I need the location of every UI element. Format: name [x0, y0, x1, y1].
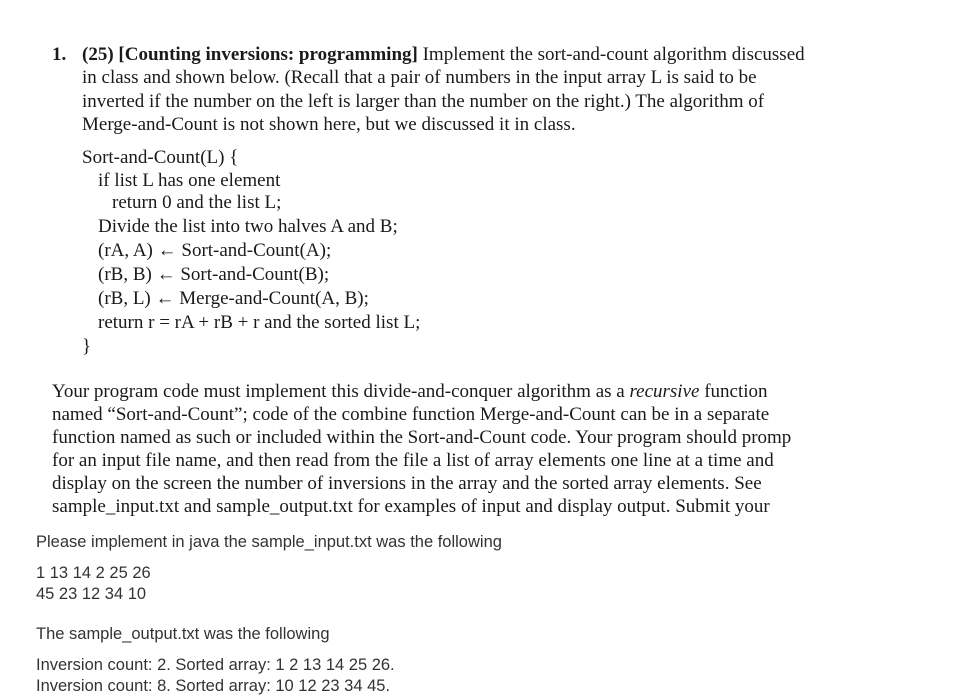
- problem-title-line: [82, 44, 805, 66]
- problem-points: (25): [82, 44, 114, 65]
- code-divide: Divide the list into two halves A and B;: [98, 216, 398, 237]
- sample-input-line: 1 13 14 2 25 26: [36, 564, 151, 582]
- paragraph-line: for an input file name, and then read from the file a list of array elements one line at a time and: [52, 450, 774, 471]
- code-call-a: (rA, A) ← Sort-and-Count(A);: [98, 240, 332, 261]
- problem-number: 1.: [52, 44, 67, 65]
- output-intro: The sample_output.txt was the following: [36, 625, 330, 643]
- code-header: Sort-and-Count(L) {: [82, 147, 239, 168]
- code-return-base: return 0 and the list L;: [112, 192, 282, 213]
- input-intro: Please implement in java the sample_input.txt was the following: [36, 533, 502, 551]
- intro-line: in class and shown below. (Recall that a pair of numbers in the input array L is said to be: [82, 67, 757, 88]
- problem-title: [Counting inversions: programming]: [118, 44, 418, 65]
- code-close-brace: }: [82, 336, 92, 357]
- code-call-b: (rB, B) ← Sort-and-Count(B);: [98, 264, 330, 285]
- paragraph-line: [52, 381, 768, 403]
- sample-output-line: Inversion count: 2. Sorted array: 1 2 13 14 25 26.: [36, 656, 395, 674]
- paragraph-text: Your program code must implement this divide-and-conquer algorithm as a: [52, 381, 630, 402]
- paragraph-text: function: [699, 381, 768, 402]
- intro-line: inverted if the number on the left is larger than the number on the right.) The algorithm of: [82, 91, 765, 112]
- sample-output-line: Inversion count: 8. Sorted array: 10 12 23 34 45.: [36, 677, 391, 695]
- sample-input-line: 45 23 12 34 10: [36, 585, 147, 603]
- paragraph-line: named “Sort-and-Count”; code of the combine function Merge-and-Count can be in a separate: [52, 404, 770, 425]
- paragraph-emphasis: recursive: [629, 381, 700, 402]
- intro-line: Merge-and-Count is not shown here, but we discussed it in class.: [82, 114, 576, 135]
- code-return-final: return r = rA + rB + r and the sorted list L;: [98, 312, 421, 333]
- paragraph-line: display on the screen the number of inversions in the array and the sorted array elements. See: [52, 473, 762, 494]
- intro-line: Implement the sort-and-count algorithm discussed: [417, 44, 805, 65]
- paragraph-line: sample_input.txt and sample_output.txt for examples of input and display output. Submit your: [52, 496, 770, 517]
- paragraph-line: function named as such or included within the Sort-and-Count code. Your program should promp: [52, 427, 792, 448]
- code-if-line: if list L has one element: [98, 170, 281, 191]
- code-merge: (rB, L) ← Merge-and-Count(A, B);: [98, 288, 369, 309]
